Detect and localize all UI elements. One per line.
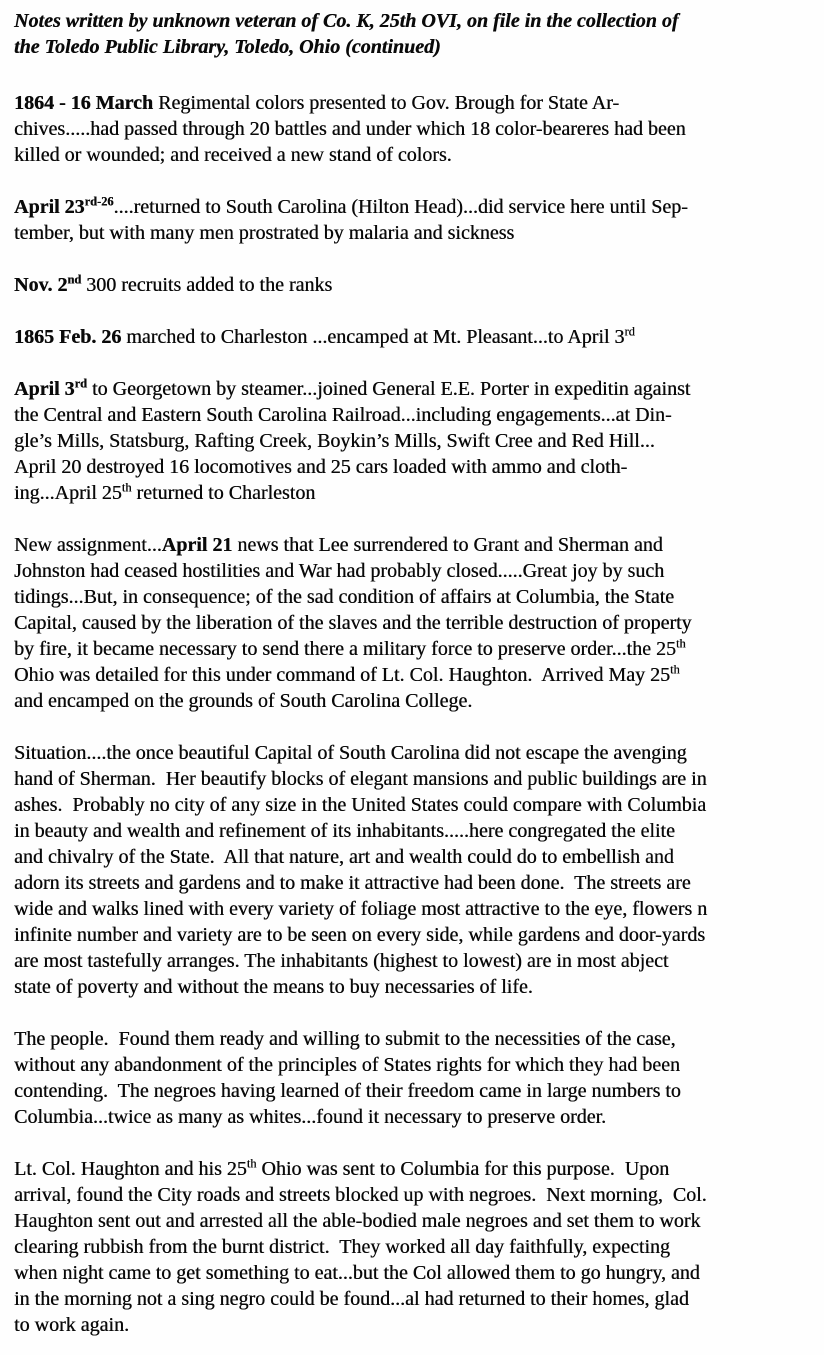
text-segment: clearing rubbish from the burnt district. They worked all day faithfully, expecting [14, 1236, 670, 1258]
text-segment: 1865 Feb. 26 [14, 326, 122, 348]
text-segment: April 21 [161, 534, 233, 556]
text-line [14, 1052, 812, 1078]
text-segment: returned to Charleston [131, 482, 316, 504]
paragraph [14, 194, 812, 246]
text-segment: th [246, 1156, 257, 1171]
document-body [14, 90, 812, 1338]
text-segment: Lt. Col. Haughton and his 25 [14, 1158, 247, 1180]
text-segment: Johnston had ceased hostilities and War had probably closed.....Great joy by such [14, 560, 665, 582]
text-line [14, 740, 812, 766]
text-line [14, 818, 812, 844]
text-segment: adorn its streets and gardens and to make it attractive had been done. The streets are [14, 872, 691, 894]
text-segment: infinite number and variety are to be seen on every side, while gardens and door-yards [14, 924, 706, 946]
text-segment: killed or wounded; and received a new stand of colors. [14, 144, 452, 166]
text-line [14, 974, 812, 1000]
text-line [14, 1260, 812, 1286]
text-segment: nd [67, 272, 82, 287]
text-line [14, 272, 812, 298]
text-segment: and encamped on the grounds of South Carolina College. [14, 690, 473, 712]
text-line [14, 948, 812, 974]
text-segment: hand of Sherman. Her beautify blocks of elegant mansions and public buildings are in [14, 768, 707, 790]
text-line [14, 480, 812, 506]
text-segment: chives.....had passed through 20 battles and under which 18 color-beareres had been [14, 118, 686, 140]
text-line [14, 636, 812, 662]
text-line [14, 1182, 812, 1208]
text-segment: Ohio was sent to Columbia for this purpose. Upon [256, 1158, 670, 1180]
text-segment: gle’s Mills, Statsburg, Rafting Creek, Boykin’s Mills, Swift Cree and Red Hill... [14, 430, 655, 452]
text-line [14, 454, 812, 480]
text-segment: 300 recruits added to the ranks [81, 274, 333, 296]
text-line [14, 1208, 812, 1234]
document-title-line: Notes written by unknown veteran of Co. K, 25th OVI, on file in the collection of [14, 10, 679, 32]
text-line [14, 402, 812, 428]
text-segment: the Central and Eastern South Carolina Railroad...including engagements...at Din- [14, 404, 672, 426]
text-segment: April 20 destroyed 16 locomotives and 25 cars loaded with ammo and cloth- [14, 456, 628, 478]
text-segment: state of poverty and without the means to buy necessaries of life. [14, 976, 533, 998]
text-segment: 1864 - 16 March [14, 92, 159, 114]
text-line [14, 844, 812, 870]
text-line [14, 766, 812, 792]
text-segment: ing...April 25 [14, 482, 122, 504]
text-segment: arrival, found the City roads and streets blocked up with negroes. Next morning, Col. [14, 1184, 707, 1206]
paragraph [14, 1156, 812, 1338]
text-segment: th [121, 480, 132, 495]
text-line [14, 90, 812, 116]
text-line [14, 792, 812, 818]
text-segment: to Georgetown by steamer...joined General E.E. Porter in expeditin against [86, 378, 691, 400]
text-line [14, 584, 812, 610]
text-segment: April 23 [14, 196, 85, 218]
text-segment: by fire, it became necessary to send there a military force to preserve order...the 25 [14, 638, 676, 660]
text-line [14, 1286, 812, 1312]
text-segment: th [675, 636, 686, 651]
text-line [14, 428, 812, 454]
document-title-line: the Toledo Public Library, Toledo, Ohio (continued) [14, 36, 441, 58]
text-segment: in beauty and wealth and refinement of its inhabitants.....here congregated the elite [14, 820, 675, 842]
text-line [14, 142, 812, 168]
text-segment: contending. The negroes having learned of their freedom came in large numbers to [14, 1080, 681, 1102]
text-line [14, 1104, 812, 1130]
text-line [14, 610, 812, 636]
paragraph [14, 324, 812, 350]
text-segment: ashes. Probably no city of any size in the United States could compare with Columbia [14, 794, 707, 816]
text-segment: Ohio was detailed for this under command of Lt. Col. Haughton. Arrived May 25 [14, 664, 670, 686]
text-line [14, 324, 812, 350]
text-line [14, 1026, 812, 1052]
text-segment: th [670, 662, 680, 677]
text-line [14, 220, 812, 246]
text-segment: Nov. 2 [14, 274, 68, 296]
text-segment: Columbia...twice as many as whites...found it necessary to preserve order. [14, 1106, 607, 1128]
text-line [14, 194, 812, 220]
text-segment: rd [74, 376, 87, 391]
text-line [14, 116, 812, 142]
paragraph [14, 376, 812, 506]
text-line [14, 1078, 812, 1104]
text-line [14, 1312, 812, 1338]
paragraph [14, 90, 812, 168]
text-segment: when night came to get something to eat...but the Col allowed them to go hungry, and [14, 1262, 700, 1284]
text-segment: are most tastefully arranges. The inhabitants (highest to lowest) are in most abject [14, 950, 669, 972]
text-segment: April 3 [14, 378, 75, 400]
text-line [14, 558, 812, 584]
document-title [14, 8, 812, 60]
text-segment: Haughton sent out and arrested all the able-bodied male negroes and set them to work [14, 1210, 701, 1232]
text-line [14, 922, 812, 948]
text-line [14, 1234, 812, 1260]
text-segment: Capital, caused by the liberation of the slaves and the terrible destruction of property [14, 612, 692, 634]
paragraph [14, 532, 812, 714]
text-line [14, 662, 812, 688]
text-segment: tember, but with many men prostrated by malaria and sickness [14, 222, 515, 244]
text-segment: in the morning not a sing negro could be found...al had returned to their homes, glad [14, 1288, 689, 1310]
text-segment: marched to Charleston ...encamped at Mt. Pleasant...to April 3 [121, 326, 625, 348]
text-line [14, 1156, 812, 1182]
text-line [14, 532, 812, 558]
paragraph [14, 740, 812, 1000]
text-segment: Regimental colors presented to Gov. Brough for State Ar- [158, 92, 620, 114]
paragraph [14, 1026, 812, 1130]
text-segment: wide and walks lined with every variety of foliage most attractive to the eye, flowers n [14, 898, 708, 920]
text-segment: without any abandonment of the principles of States rights for which they had been [14, 1054, 680, 1076]
paragraph [14, 272, 812, 298]
text-line [14, 870, 812, 896]
text-segment: Situation....the once beautiful Capital of South Carolina did not escape the avenging [14, 742, 687, 764]
text-segment: The people. Found them ready and willing to submit to the necessities of the case, [14, 1028, 676, 1050]
text-segment: to work again. [14, 1314, 129, 1336]
text-segment: news that Lee surrendered to Grant and Sherman and [232, 534, 663, 556]
text-line [14, 896, 812, 922]
text-segment: and chivalry of the State. All that nature, art and wealth could do to embellish and [14, 846, 674, 868]
text-segment: rd-26 [84, 194, 114, 209]
text-segment: ....returned to South Carolina (Hilton Head)...did service here until Sep- [113, 196, 688, 218]
text-line [14, 688, 812, 714]
text-segment: tidings...But, in consequence; of the sad condition of affairs at Columbia, the State [14, 586, 675, 608]
text-segment: rd [624, 324, 635, 339]
text-segment: New assignment... [14, 534, 162, 556]
text-line [14, 376, 812, 402]
